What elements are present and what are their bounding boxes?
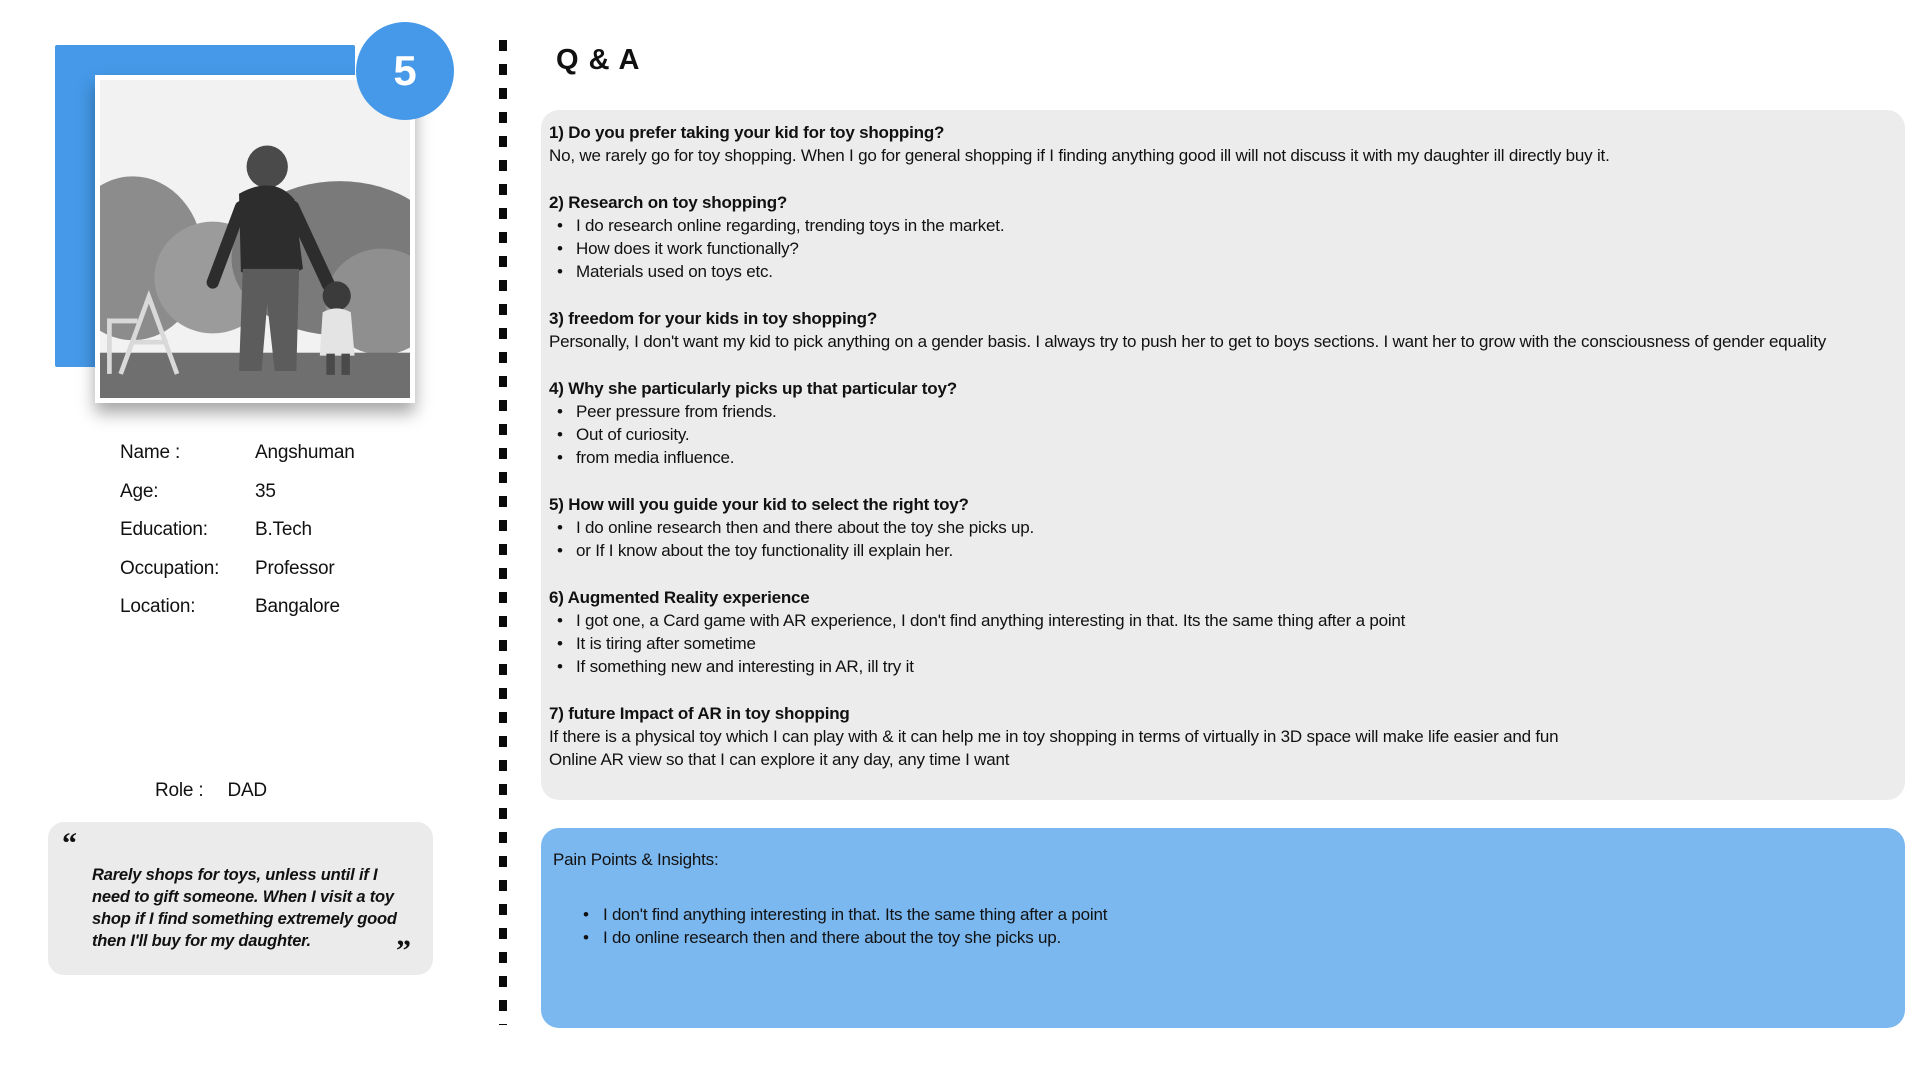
qa-bullet-item (549, 632, 1887, 655)
pain-point-item (553, 903, 1885, 926)
role-label: Role : (155, 780, 204, 801)
pain-point-item (553, 926, 1885, 949)
role-value: DAD (227, 780, 267, 801)
qa-question: 1) Do you prefer taking your kid for toy shopping? (549, 123, 945, 142)
bullet-text: Peer pressure from friends. (576, 402, 777, 421)
bullet-text: Materials used on toys etc. (576, 262, 773, 281)
qa-question: 4) Why she particularly picks up that particular toy? (549, 379, 957, 398)
qa-bullet-item (549, 214, 1887, 237)
bullet-text: I do online research then and there about the toy she picks up. (576, 518, 1035, 537)
profile-field-label: Location: (120, 596, 196, 618)
qa-answer-body (549, 400, 1887, 469)
bullet-dot: • (557, 634, 563, 653)
qa-question: 7) future Impact of AR in toy shopping (549, 704, 850, 723)
persona-number-badge (356, 22, 454, 120)
qa-item (549, 121, 1887, 167)
bullet-dot: • (557, 262, 563, 281)
qa-answer-body (549, 214, 1887, 283)
qa-bullet-item (549, 423, 1887, 446)
qa-item (549, 377, 1887, 469)
profile-field-label: Education: (120, 519, 208, 541)
bullet-text: It is tiring after sometime (576, 634, 756, 653)
profile-field-value: 35 (255, 480, 276, 502)
bullet-dot: • (557, 518, 563, 537)
bullet-text: Out of curiosity. (576, 425, 690, 444)
qa-box (541, 110, 1905, 800)
profile-field-row (120, 588, 355, 627)
qa-title: Q & A (556, 44, 641, 76)
qa-question: 3) freedom for your kids in toy shopping? (549, 309, 878, 328)
bullet-dot: • (557, 541, 563, 560)
qa-bullet-item (549, 655, 1887, 678)
qa-item (549, 586, 1887, 678)
bullet-text: I do online research then and there about the toy she picks up. (603, 928, 1062, 947)
qa-question: 6) Augmented Reality experience (549, 588, 810, 607)
profile-field-value: Professor (255, 557, 335, 579)
qa-answer-body (549, 330, 1887, 353)
qa-answer-line: Personally, I don't want my kid to pick anything on a gender basis. I always try to push her to get to boys sections. I want her to grow with the consciousness of gender equality (549, 332, 1827, 351)
profile-field-value: Bangalore (255, 596, 340, 618)
photo-placeholder-scene (100, 80, 410, 398)
qa-question: 5) How will you guide your kid to select the right toy? (549, 495, 969, 514)
bullet-text: from media influence. (576, 448, 735, 467)
profile-field-row (120, 434, 355, 473)
bullet-text: I got one, a Card game with AR experience, I don't find anything interesting in that. Its the same thing after a point (576, 611, 1406, 630)
qa-answer-body (549, 516, 1887, 562)
pain-points-list (553, 903, 1885, 949)
qa-answer-body (549, 144, 1887, 167)
bullet-text: How does it work functionally? (576, 239, 799, 258)
persona-number: 5 (393, 47, 417, 94)
qa-bullet-item (549, 446, 1887, 469)
bullet-dot: • (557, 425, 563, 444)
qa-answer-line: No, we rarely go for toy shopping. When I go for general shopping if I finding anything good ill will not discuss it with my daughter ill directly buy it. (549, 146, 1610, 165)
qa-list (549, 121, 1887, 771)
profile-field-row (120, 473, 355, 512)
qa-item (549, 493, 1887, 562)
bullet-dot: • (557, 448, 563, 467)
bullet-text: I don't find anything interesting in that. Its the same thing after a point (603, 905, 1108, 924)
bullet-dot: • (557, 402, 563, 421)
qa-bullet-item (549, 609, 1887, 632)
qa-answer-line: Online AR view so that I can explore it any day, any time I want (549, 750, 1010, 769)
pain-points-box (541, 828, 1905, 1028)
dashed-divider (499, 40, 507, 1025)
bullet-text: I do research online regarding, trending toys in the market. (576, 216, 1005, 235)
qa-answer-body (549, 609, 1887, 678)
qa-bullet-item (549, 237, 1887, 260)
profile-fields (120, 434, 355, 627)
qa-item (549, 702, 1887, 771)
bullet-dot: • (557, 239, 563, 258)
bullet-dot: • (557, 657, 563, 676)
quote-box (48, 822, 433, 975)
profile-field-label: Name : (120, 442, 181, 464)
qa-answer-line: If there is a physical toy which I can play with & it can help me in toy shopping in terms of virtually in 3D space will make life easier and fun (549, 727, 1559, 746)
bullet-dot: • (583, 928, 589, 947)
profile-photo (95, 75, 415, 403)
qa-bullet-item (549, 516, 1887, 539)
qa-bullet-item (549, 539, 1887, 562)
qa-bullet-item (549, 260, 1887, 283)
bullet-dot: • (557, 611, 563, 630)
qa-item (549, 307, 1887, 353)
bullet-dot: • (583, 905, 589, 924)
profile-field-value: B.Tech (255, 519, 312, 541)
profile-field-row (120, 550, 355, 589)
qa-question: 2) Research on toy shopping? (549, 193, 788, 212)
pain-points-title: Pain Points & Insights: (553, 850, 719, 869)
profile-field-label: Occupation: (120, 557, 220, 579)
bullet-text: If something new and interesting in AR, ill try it (576, 657, 914, 676)
qa-bullet-item (549, 400, 1887, 423)
profile-field-row (120, 511, 355, 550)
profile-field-value: Angshuman (255, 442, 355, 464)
profile-field-label: Age: (120, 480, 159, 502)
open-quote-mark: “ (62, 827, 77, 860)
role-row (155, 780, 267, 802)
bullet-dot: • (557, 216, 563, 235)
qa-item (549, 191, 1887, 283)
close-quote-mark: ” (396, 934, 411, 967)
qa-answer-body (549, 725, 1887, 771)
bullet-text: or If I know about the toy functionality ill explain her. (576, 541, 953, 560)
quote-text: Rarely shops for toys, unless until if I need to gift someone. When I visit a toy shop if I find something extremely good then I'll buy for my daughter. (92, 866, 397, 950)
